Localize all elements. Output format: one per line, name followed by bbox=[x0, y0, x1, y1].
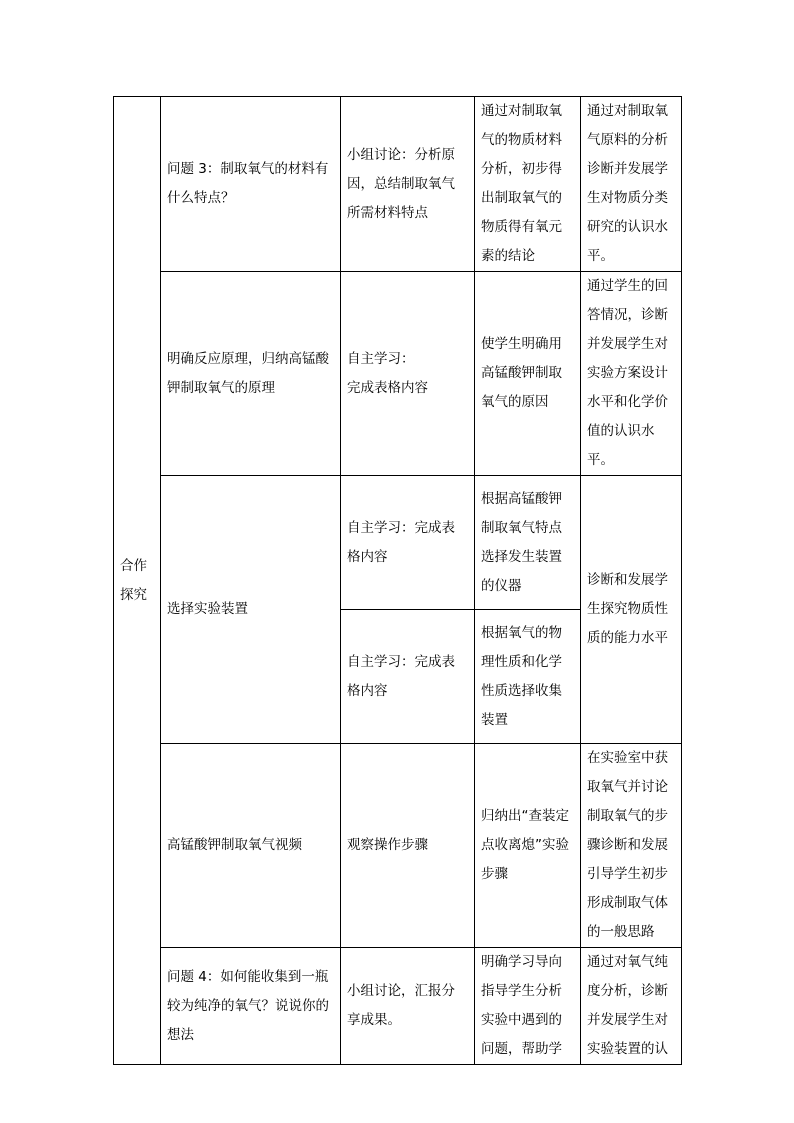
stage-cell bbox=[114, 97, 161, 1065]
activity-cell: 明确反应原理，归纳高锰酸钾制取氧气的原理 bbox=[161, 272, 341, 476]
student-activity-cell: 自主学习：完成表格内容 bbox=[341, 610, 475, 744]
activity-cell: 问题 3：制取氧气的材料有什么特点？ bbox=[161, 97, 341, 272]
evaluation-cell: 在实验室中获取氧气并讨论制取氧气的步骤诊断和发展引导学生初步形成制取气体的一般思路 bbox=[581, 744, 682, 948]
activity-cell: 高锰酸钾制取氧气视频 bbox=[161, 744, 341, 948]
table-row bbox=[114, 948, 682, 1065]
student-activity-line2: 完成表格内容 bbox=[347, 379, 428, 396]
student-activity-line1: 自主学习： bbox=[347, 350, 415, 367]
design-intent-cell: 通过对制取氧气的物质材料分析，初步得出制取氧气的物质得有氧元素的结论 bbox=[475, 97, 581, 272]
stage-label-line1: 合作 bbox=[120, 557, 147, 574]
design-intent-cell: 根据高锰酸钾制取氧气特点选择发生装置的仪器 bbox=[475, 476, 581, 610]
activity-cell: 选择实验装置 bbox=[161, 476, 341, 744]
student-activity-cell: 小组讨论，汇报分享成果。 bbox=[341, 948, 475, 1065]
design-intent-cell: 根据氧气的物理性质和化学性质选择收集装置 bbox=[475, 610, 581, 744]
table-row bbox=[114, 744, 682, 948]
lesson-plan-table bbox=[113, 96, 682, 1065]
evaluation-cell: 通过学生的回答情况，诊断并发展学生对实验方案设计水平和化学价值的认识水平。 bbox=[581, 272, 682, 476]
student-activity-cell: 观察操作步骤 bbox=[341, 744, 475, 948]
student-activity-cell: 小组讨论：分析原因，总结制取氧气所需材料特点 bbox=[341, 97, 475, 272]
design-intent-cell: 使学生明确用高锰酸钾制取氧气的原因 bbox=[475, 272, 581, 476]
evaluation-cell: 通过对氧气纯度分析，诊断并发展学生对实验装置的认 bbox=[581, 948, 682, 1065]
table-row bbox=[114, 97, 682, 272]
design-intent-cell: 归纳出“查装定点收离熄”实验步骤 bbox=[475, 744, 581, 948]
evaluation-cell: 诊断和发展学生探究物质性质的能力水平 bbox=[581, 476, 682, 744]
stage-label-line2: 探究 bbox=[120, 586, 147, 603]
table-row bbox=[114, 272, 682, 476]
design-intent-cell: 明确学习导向指导学生分析实验中遇到的问题，帮助学 bbox=[475, 948, 581, 1065]
table-row bbox=[114, 476, 682, 610]
evaluation-cell: 通过对制取氧气原料的分析诊断并发展学生对物质分类研究的认识水平。 bbox=[581, 97, 682, 272]
activity-cell: 问题 4：如何能收集到一瓶较为纯净的氧气？说说你的想法 bbox=[161, 948, 341, 1065]
student-activity-cell: 自主学习：完成表格内容 bbox=[341, 476, 475, 610]
student-activity-cell bbox=[341, 272, 475, 476]
